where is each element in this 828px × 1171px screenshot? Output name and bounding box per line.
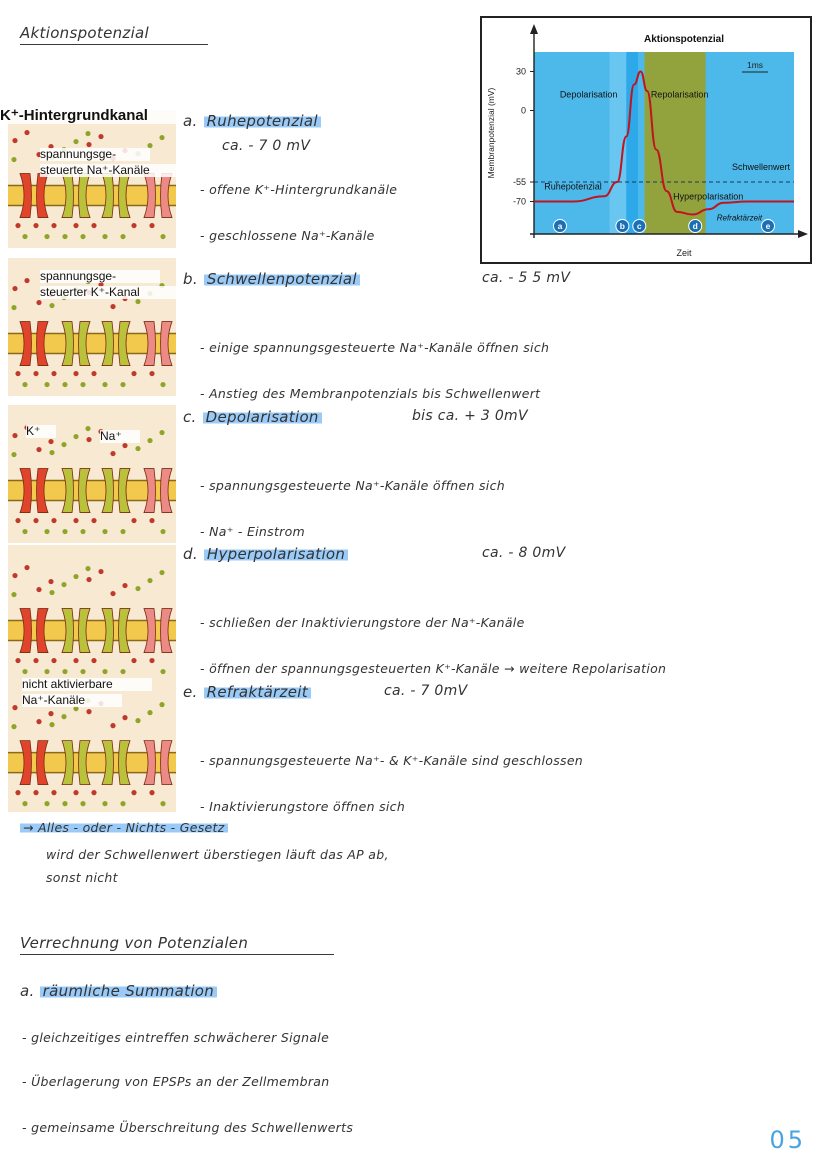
chart-canvas <box>482 18 810 262</box>
y-axis-arrow <box>530 24 538 34</box>
ion-dot <box>61 714 66 719</box>
ion-dot <box>44 801 49 806</box>
ion-dot <box>11 157 16 162</box>
ion-dot <box>120 669 125 674</box>
ion-dot <box>48 439 53 444</box>
ion-dot <box>22 529 27 534</box>
ion-dot <box>159 430 164 435</box>
ion-dot <box>85 566 90 571</box>
x-axis-label: Zeit <box>676 248 692 258</box>
note-heading: Ruhepotenzial <box>204 112 321 130</box>
ion-dot <box>160 529 165 534</box>
ion-dot <box>91 658 96 663</box>
ion-dot <box>73 371 78 376</box>
channel-label: spannungsge- <box>40 148 150 161</box>
ion-dot <box>36 587 41 592</box>
membrane-drawing <box>8 545 176 683</box>
note-heading: Hyperpolarisation <box>204 545 348 563</box>
ion-dot <box>22 234 27 239</box>
ion-dot <box>73 790 78 795</box>
ion-dot <box>135 299 140 304</box>
ion-dot <box>48 579 53 584</box>
ion-dot <box>160 801 165 806</box>
x-axis-arrow <box>798 230 808 238</box>
ion-dot <box>24 565 29 570</box>
channel-label: Na⁺-Kanäle <box>22 694 122 707</box>
ion-dot <box>122 583 127 588</box>
ion-dot <box>160 382 165 387</box>
ion-dot <box>44 529 49 534</box>
ion-dot <box>44 669 49 674</box>
ion-dot <box>86 577 91 582</box>
ion-dot <box>131 790 136 795</box>
ion-dot <box>73 518 78 523</box>
ion-dot <box>73 139 78 144</box>
note-bullet: - geschlossene Na⁺-Kanäle <box>200 228 375 243</box>
channel-label: spannungsge- <box>40 270 160 283</box>
ion-dot <box>22 669 27 674</box>
phase-marker-letter: c <box>636 221 642 231</box>
ion-dot <box>11 305 16 310</box>
note-value: ca. - 5 5 mV <box>482 270 571 286</box>
note-bullet: - einige spannungsgesteuerte Na⁺-Kanäle öffnen sich <box>200 340 550 355</box>
ion-dot <box>91 371 96 376</box>
ion-dot <box>62 234 67 239</box>
ion-dot <box>12 573 17 578</box>
ion-dot <box>135 446 140 451</box>
ion-dot <box>12 138 17 143</box>
note-heading-row-4 <box>183 545 348 563</box>
section2-bullet-1: - gleichzeitiges eintreffen schwächerer Signale <box>22 1030 330 1045</box>
ion-dot <box>122 715 127 720</box>
phase-marker-letter: b <box>619 221 626 231</box>
annotation-ruhepotenzial: Ruhepotenzial <box>544 181 602 192</box>
ion-dot <box>120 234 125 239</box>
note-value: ca. - 7 0mV <box>384 683 468 699</box>
channel-label: steuerter K⁺-Kanal <box>40 286 176 299</box>
threshold-label: Schwellenwert <box>731 162 790 172</box>
ion-dot <box>33 790 38 795</box>
law-line-1: wird der Schwellenwert überstiegen läuft das AP ab, <box>46 847 389 862</box>
ion-dot <box>80 382 85 387</box>
ion-dot <box>36 719 41 724</box>
ion-dot <box>86 437 91 442</box>
y-tick-label: 30 <box>515 66 526 77</box>
note-heading: Schwellenpotenzial <box>204 270 360 288</box>
ion-dot <box>33 371 38 376</box>
ion-dot <box>122 443 127 448</box>
ion-dot <box>51 790 56 795</box>
ion-dot <box>73 574 78 579</box>
note-value: ca. - 8 0mV <box>482 545 566 561</box>
note-letter: b. <box>183 270 198 288</box>
channel-label: nicht aktivierbare <box>22 678 152 691</box>
ion-dot <box>149 518 154 523</box>
note-heading: Refraktärzeit <box>204 683 311 701</box>
ion-dot <box>73 434 78 439</box>
ion-dot <box>36 300 41 305</box>
law-line-2: sonst nicht <box>46 870 118 885</box>
note-value: ca. - 7 0 mV <box>222 138 311 154</box>
ion-dot <box>147 710 152 715</box>
ion-dot <box>149 371 154 376</box>
law-heading: → Alles - oder - Nichts - Gesetz <box>20 820 228 835</box>
note-bullet: - spannungsgesteuerte Na⁺- & K⁺-Kanäle sind geschlossen <box>200 753 584 768</box>
ion-dot <box>86 709 91 714</box>
phase-marker-letter: e <box>765 221 771 231</box>
phase-label-repolarisation: Repolarisation <box>650 89 709 100</box>
scale-label: 1ms <box>746 60 764 70</box>
ion-dot <box>80 669 85 674</box>
channel-label: K⁺ <box>26 425 56 438</box>
note-bullet: - Anstieg des Membranpotenzials bis Schwellenwert <box>200 386 541 401</box>
membrane-drawing <box>8 110 176 248</box>
action-potential-chart <box>480 16 812 264</box>
ion-dot <box>110 723 115 728</box>
note-bullet: - Na⁺ - Einstrom <box>200 524 306 539</box>
ion-dot <box>160 234 165 239</box>
ion-dot <box>49 450 54 455</box>
ion-dot <box>49 722 54 727</box>
ion-dot <box>15 518 20 523</box>
phase-label-depolarisation: Depolarisation <box>559 89 618 100</box>
ion-dot <box>12 705 17 710</box>
ion-dot <box>48 711 53 716</box>
ion-dot <box>135 586 140 591</box>
ion-dot <box>51 658 56 663</box>
ion-dot <box>102 382 107 387</box>
ion-dot <box>120 529 125 534</box>
note-heading-row-3 <box>183 408 322 426</box>
ion-dot <box>11 724 16 729</box>
ion-dot <box>102 801 107 806</box>
channel-label: Na⁺ <box>100 430 140 443</box>
ion-dot <box>120 382 125 387</box>
section2-subheading: räumliche Summation <box>40 982 217 1000</box>
ion-dot <box>85 426 90 431</box>
ion-dot <box>22 801 27 806</box>
note-heading: Depolarisation <box>203 408 322 426</box>
ion-dot <box>147 438 152 443</box>
ion-dot <box>36 447 41 452</box>
ion-dot <box>12 433 17 438</box>
note-letter: a. <box>183 112 198 130</box>
phase-marker-letter: a <box>557 221 563 231</box>
section2-letter: a. <box>20 982 35 1000</box>
ion-dot <box>149 658 154 663</box>
ion-dot <box>110 591 115 596</box>
ion-dot <box>120 801 125 806</box>
ion-dot <box>159 135 164 140</box>
note-heading-row-5 <box>183 683 311 701</box>
y-tick-label: -55 <box>512 177 526 187</box>
ion-dot <box>33 658 38 663</box>
ion-dot <box>33 223 38 228</box>
ion-dot <box>44 382 49 387</box>
ion-dot <box>11 592 16 597</box>
ion-dot <box>11 452 16 457</box>
note-bullet: - schließen der Inaktivierungstore der Na⁺-Kanäle <box>200 615 525 630</box>
ion-dot <box>80 801 85 806</box>
phase-marker-letter: d <box>692 221 698 231</box>
ion-dot <box>110 304 115 309</box>
ion-dot <box>12 286 17 291</box>
ion-dot <box>159 702 164 707</box>
ion-dot <box>73 658 78 663</box>
section2-bullet-3: - gemeinsame Überschreitung des Schwellenwerts <box>22 1120 354 1135</box>
ion-dot <box>102 234 107 239</box>
channel-label: K⁺-Hintergrundkanal <box>0 108 178 124</box>
chart-title: Aktionspotenzial <box>643 34 725 45</box>
ion-dot <box>102 529 107 534</box>
ion-dot <box>110 451 115 456</box>
ion-dot <box>73 223 78 228</box>
ion-dot <box>24 130 29 135</box>
channel-panel-1 <box>8 110 176 248</box>
ion-dot <box>85 131 90 136</box>
note-bullet: - öffnen der spannungsgesteuerten K⁺-Kanäle → weitere Repolarisation <box>200 661 667 676</box>
note-bullet: - offene K⁺-Hintergrundkanäle <box>200 182 398 197</box>
annotation-refraktaerzeit: Refraktärzeit <box>716 213 763 223</box>
ion-dot <box>159 570 164 575</box>
note-heading-row-2 <box>183 270 360 288</box>
annotation-hyperpolarisation: Hyperpolarisation <box>673 191 744 202</box>
ion-dot <box>61 442 66 447</box>
note-letter: e. <box>183 683 198 701</box>
ion-dot <box>62 382 67 387</box>
ion-dot <box>15 790 20 795</box>
ion-dot <box>62 801 67 806</box>
ion-dot <box>62 529 67 534</box>
y-tick-label: 0 <box>520 105 526 116</box>
channel-panel-4 <box>8 545 176 683</box>
ion-dot <box>80 234 85 239</box>
section2-title: Verrechnung von Potenzialen <box>20 934 334 955</box>
ion-dot <box>24 278 29 283</box>
y-axis-label: Membranpotenzial (mV) <box>486 87 496 179</box>
ion-dot <box>15 371 20 376</box>
ion-dot <box>91 223 96 228</box>
ion-dot <box>131 658 136 663</box>
section2-subheading-row <box>20 982 217 1000</box>
section2-bullet-2: - Überlagerung von EPSPs an der Zellmembran <box>22 1074 330 1089</box>
ion-dot <box>147 578 152 583</box>
ion-dot <box>51 518 56 523</box>
note-value: bis ca. + 3 0mV <box>412 408 528 424</box>
ion-dot <box>49 303 54 308</box>
note-bullet: - spannungsgesteuerte Na⁺-Kanäle öffnen sich <box>200 478 505 493</box>
ion-dot <box>131 371 136 376</box>
ion-dot <box>61 582 66 587</box>
law-heading-row <box>20 820 228 835</box>
page-number: 05 <box>769 1126 806 1154</box>
ion-dot <box>15 658 20 663</box>
ion-dot <box>51 223 56 228</box>
ion-dot <box>91 790 96 795</box>
ion-dot <box>160 669 165 674</box>
ion-dot <box>131 223 136 228</box>
ion-dot <box>15 223 20 228</box>
note-bullet: - Inaktivierungstore öffnen sich <box>200 799 406 814</box>
ion-dot <box>22 382 27 387</box>
channel-label: steuerte Na⁺-Kanäle <box>40 164 178 177</box>
page-title: Aktionspotenzial <box>20 24 208 45</box>
ion-dot <box>51 371 56 376</box>
ion-dot <box>98 569 103 574</box>
ion-dot <box>44 234 49 239</box>
ion-dot <box>91 518 96 523</box>
ion-dot <box>98 134 103 139</box>
note-letter: d. <box>183 545 198 563</box>
note-letter: c. <box>183 408 197 426</box>
ion-dot <box>102 669 107 674</box>
ion-dot <box>33 518 38 523</box>
ion-dot <box>49 590 54 595</box>
ion-dot <box>135 718 140 723</box>
ion-dot <box>62 669 67 674</box>
ion-dot <box>149 223 154 228</box>
note-heading-row-1 <box>183 112 321 130</box>
ion-dot <box>80 529 85 534</box>
ion-dot <box>131 518 136 523</box>
ion-dot <box>149 790 154 795</box>
y-tick-label: -70 <box>512 196 526 207</box>
